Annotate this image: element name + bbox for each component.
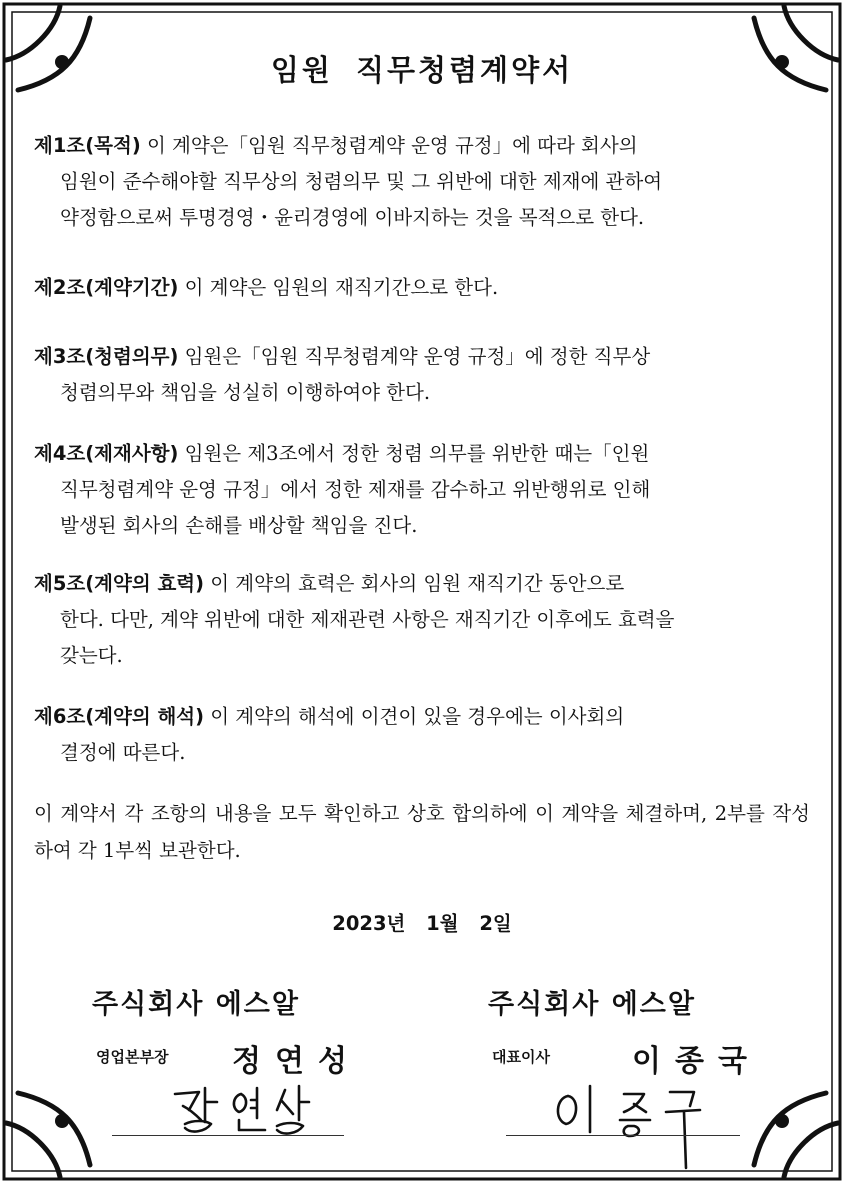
article-heading: 제6조(계약의 해석)	[34, 705, 205, 728]
article-1	[34, 128, 810, 236]
closing-statement: 이 계약서 각 조항의 내용을 모두 확인하고 상호 합의하에 이 계약을 체결하며, 2부를 작성하여 각 1부씩 보관한다.	[34, 802, 810, 862]
article-3	[34, 339, 810, 411]
article-text: 직무청렴계약 운영 규정」에서 정한 제재를 감수하고 위반행위로 인해	[60, 478, 651, 501]
article-text: 약정함으로써 투명경영・윤리경영에 이바지하는 것을 목적으로 한다.	[60, 206, 645, 229]
left-company-name: 주식회사 에스알	[92, 989, 300, 1020]
contract-date: 2023년 1월 2일	[332, 912, 512, 935]
document-title: 임원 직무청렴계약서	[270, 53, 574, 87]
article-heading: 제2조(계약기간)	[34, 276, 179, 299]
left-signature-line	[112, 1135, 344, 1136]
article-text: 결정에 따른다.	[60, 741, 186, 764]
article-text: 임원이 준수해야할 직무상의 청렴의무 및 그 위반에 대한 제재에 관하여	[60, 170, 663, 193]
article-2	[34, 270, 810, 306]
left-signatory-name: 정연성	[232, 1044, 361, 1079]
right-company-name: 주식회사 에스알	[488, 989, 696, 1020]
article-5	[34, 566, 810, 674]
left-role: 영업본부장	[96, 1048, 169, 1066]
article-text: 한다. 다만, 계약 위반에 대한 제재관련 사항은 재직기간 이후에도 효력을	[60, 608, 675, 631]
article-text: 임원은 제3조에서 정한 청렴 의무를 위반한 때는「인원	[184, 442, 650, 465]
article-text: 이 계약은 임원의 재직기간으로 한다.	[184, 276, 499, 299]
article-4	[34, 436, 810, 544]
article-text: 임원은「임원 직무청렴계약 운영 규정」에 정한 직무상	[184, 345, 651, 368]
article-heading: 제1조(목적)	[34, 134, 141, 157]
article-6	[34, 699, 810, 771]
article-text: 청렴의무와 책임을 성실히 이행하여야 한다.	[60, 381, 431, 404]
article-text: 이 계약의 해석에 이견이 있을 경우에는 이사회의	[210, 705, 625, 728]
right-signature-line	[506, 1135, 740, 1136]
article-text: 발생된 회사의 손해를 배상할 책임을 진다.	[60, 514, 418, 537]
right-role: 대표이사	[492, 1048, 550, 1066]
article-heading: 제4조(제재사항)	[34, 442, 179, 465]
left-handwritten-signature	[165, 1080, 345, 1140]
article-text: 갖는다.	[60, 644, 123, 667]
article-text: 이 계약은「임원 직무청렴계약 운영 규정」에 따라 회사의	[146, 134, 638, 157]
article-text: 이 계약의 효력은 회사의 임원 재직기간 동안으로	[210, 572, 625, 595]
right-signatory-name: 이종국	[632, 1044, 761, 1079]
right-handwritten-signature	[540, 1080, 720, 1170]
article-heading: 제3조(청렴의무)	[34, 345, 179, 368]
article-heading: 제5조(계약의 효력)	[34, 572, 205, 595]
